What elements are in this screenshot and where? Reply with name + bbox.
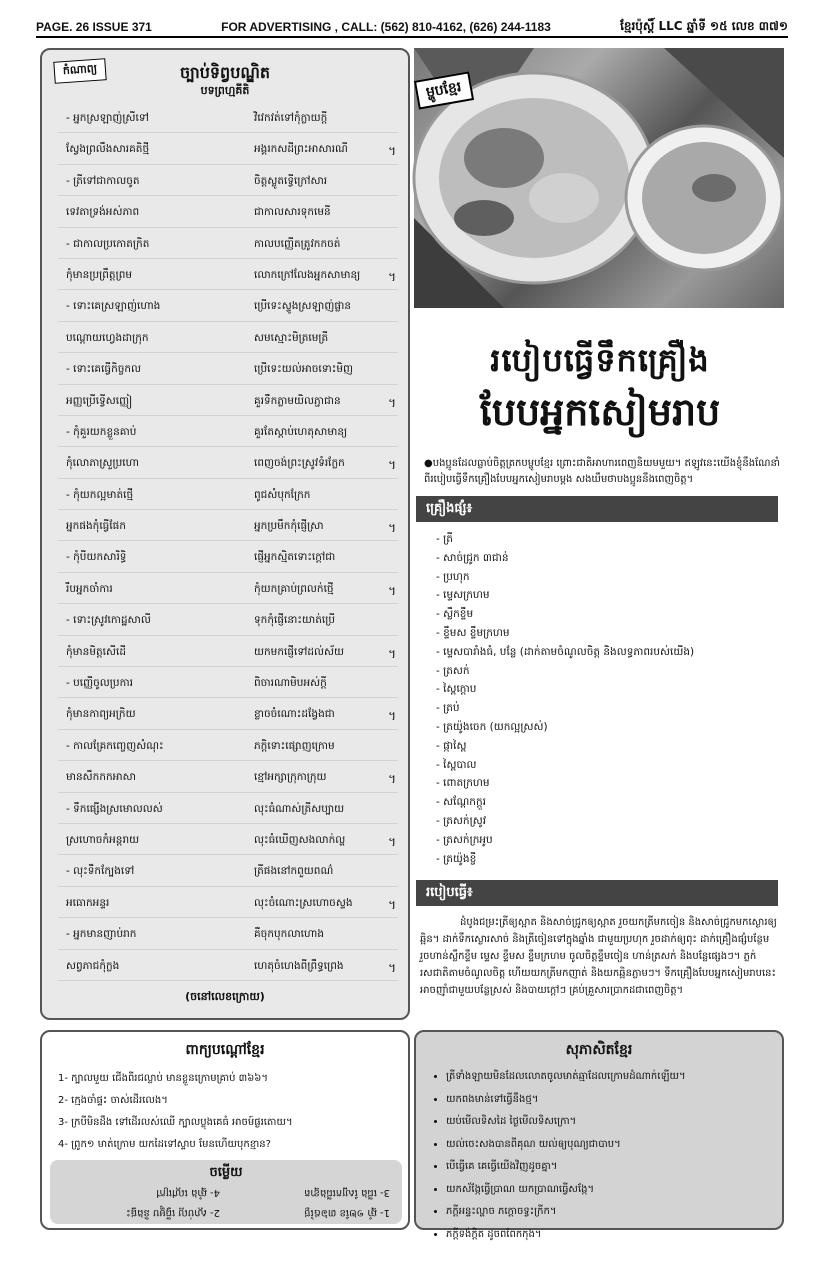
verse-right: ផ្ញើអ្នកស្មិតទោះក្ដៅជា bbox=[254, 551, 336, 564]
verse-right: សមស្មោះមិត្រមេត្រី bbox=[254, 331, 329, 344]
poem-verse-row bbox=[58, 636, 398, 667]
poem-verse-row bbox=[58, 259, 398, 290]
page-header bbox=[36, 18, 788, 38]
verse-right: អ្នកប្រមឹកកុំផ្ញើស្រា bbox=[254, 520, 324, 533]
poem-verse-row bbox=[58, 793, 398, 824]
ingredients-heading: គ្រឿងផ្សំ៖ bbox=[416, 496, 778, 522]
ingredient-item: - សណ្ដែកក្ដួរ bbox=[436, 793, 776, 812]
recipe-intro: ●បងប្អូនដែលធ្លាប់ចិត្តត្រកបម្ហូបខ្មែរ ព្រោះជាតិអាហារពេញនិយមមួយ។ ឥឡូវនេះយើងខ្ញុំនឹងណែនាំពីរបៀបធ្វើទឹកគ្រឿងបែបអ្នកសៀមរាបម្ដង សងឃឹមថាបងប្អូននឹងពេញចិត្ត។ bbox=[424, 458, 781, 485]
verse-left: - កុំគួរយកខ្លួនគាប់ bbox=[66, 425, 137, 438]
ingredient-item: - ពោតក្រហម bbox=[436, 774, 776, 793]
verse-right: លោកក្រៅលែងអ្នកសាមាន្យ bbox=[254, 268, 361, 281]
verse-left: - អ្នកមានញាប់រាក bbox=[66, 928, 137, 941]
verse-left: ស្រហោចកំអន្តរាយ bbox=[66, 833, 140, 846]
verse-left: បណ្ដោយហ្វេងដាក្រុក bbox=[66, 331, 149, 344]
verse-right: គួរតែស្ដាប់ហេតុសាមាន្យ bbox=[254, 425, 348, 438]
poem-verse-row bbox=[58, 824, 398, 855]
verse-right: កាលបញ្ញើតត្រូវកកចត់ bbox=[254, 237, 341, 250]
verse-end-mark: ។ bbox=[388, 960, 396, 975]
ingredient-item: - ម្ទេសក្រហម bbox=[436, 586, 776, 605]
ingredient-item: - ស្លឹកខ្ទឹម bbox=[436, 605, 776, 624]
poem-continued: (ចនៅលេខក្រោយ) bbox=[185, 990, 265, 1003]
verse-end-mark: ។ bbox=[388, 269, 396, 284]
ingredient-item: - ត្រី bbox=[436, 530, 776, 549]
ingredient-item: - ត្រយ៉ូងចេក (យកល្អស្រស់) bbox=[436, 718, 776, 737]
ingredient-item: - ម្ទេសបារាំងធំ, បន្លែ (ដាក់តាមចំណូលចិត្ត និងលទ្ធភាពរបស់យើង) bbox=[436, 643, 776, 662]
verse-right: ជាកាលសារទុកមេនី bbox=[254, 206, 331, 219]
directions-text: ដំបូងជម្រះត្រីឲ្យស្អាត និងសាច់ជ្រូកឲ្យស្អាត រួចយកត្រីមកចៀន និងសាច់ជ្រូកមកស្ងោរឲ្យឆ្អិន។ ដាក់ទឹកស្ងោរសាច់ និងត្រីចៀនទៅក្នុងឆ្នាំង ជាមួយប្រហុក រួចដាក់ឲ្យពុះ ដាក់គ្រឿងផ្សំបន្ថែម រួចហាន់ស្លឹកខ្ទឹម ម្ទេស ខ្ទឹមស ខ្ទឹមក្រហម ចូលចិត្តខ្ទឹមចៀន ហាន់ត្រសក់ និងបន្លែផ្សេងៗ។ ភ្លក់រសជាតិតាមចំណូលចិត្ត ហើយយកត្រីមកញាត់ និងយកឆ្អិនភ្លាមៗ។ ទឹកគ្រឿងបែបអ្នកសៀមរាបនេះ អាចញ៉ាំជាមួយបន្លែស្រស់ និងបាយក្ដៅៗ គ្រប់គ្រួសារប្រាកដជាពេញចិត្ត។ bbox=[420, 917, 777, 996]
verse-right: ប្រើទេះស្ទូងស្រឡាញ់ផ្លាន bbox=[254, 300, 352, 313]
saying-item: • យកពងមាន់ទៅធ្វើនឹងថ្ម។ bbox=[446, 1089, 776, 1112]
answer-item: 3- ជើង ស្បែកជើងខ្នាត bbox=[304, 1187, 390, 1198]
verse-right: គួរទឹកភ្លាមយិលភ្ជាជាន bbox=[254, 394, 341, 407]
verse-left: កុំមានមិត្តសើដើ bbox=[66, 645, 126, 658]
verse-left: - កុំបីយកសារិទ្ធិ bbox=[66, 551, 127, 564]
ingredients-list bbox=[436, 530, 776, 868]
riddle-item: 1- ក្បាលមួយ ជើងពីរជល្លាប់ មានខ្លួនក្រោមគ្រាប់ ៣៦៦។ bbox=[58, 1073, 268, 1084]
ingredient-item: - ស្ពៃក្ដោប bbox=[436, 680, 776, 699]
verse-right: លុះធំឃើញសងលាក់ល្ហ bbox=[254, 833, 346, 846]
verse-end-mark: ។ bbox=[388, 897, 396, 912]
poem-verse-row bbox=[58, 447, 398, 478]
verse-right: យកមកផ្ញើទៅដល់ស័យ bbox=[254, 645, 344, 658]
verse-left: - ទោះគេធ្វើកិច្ចកល bbox=[66, 363, 142, 376]
sayings-title: សុភាសិតខ្មែរ bbox=[565, 1042, 633, 1058]
poem-verse-row bbox=[58, 228, 398, 259]
verse-left: - បញ្ញើចូលប្រការ bbox=[66, 677, 133, 690]
recipe-title-line1: របៀបធ្វើទឹកគ្រឿង bbox=[490, 341, 710, 379]
poem-subtitle: បទព្រហ្មគីតិ bbox=[200, 84, 250, 97]
verse-left: កុំមានកាព្យអក្រិយ bbox=[66, 708, 136, 721]
verse-end-mark: ។ bbox=[388, 646, 396, 661]
poem-verse-row bbox=[58, 698, 398, 729]
poem-verse-row bbox=[58, 573, 398, 604]
verse-right: ចិត្តស្លូតទ្វើក្រៅសារ bbox=[254, 174, 328, 187]
ingredient-item: - សាច់ជ្រូក ៣ជាន់ bbox=[436, 549, 776, 568]
verse-left: រឹបអ្នកចាំការ bbox=[66, 582, 113, 595]
poem-verse-row bbox=[58, 541, 398, 572]
poem-verse-row bbox=[58, 479, 398, 510]
verse-end-mark: ។ bbox=[388, 395, 396, 410]
verse-right: ត្រីផងនៅកពួយពណ៌ bbox=[254, 865, 334, 878]
verse-left: ស្វែងព្រលឹងសារគតិថ្មី bbox=[66, 143, 150, 156]
poem-section bbox=[40, 48, 410, 1020]
verse-right: ហេតុចំហេងពីព្រឹទ្ធព្រេង bbox=[254, 959, 344, 972]
poem-verse-row bbox=[58, 196, 398, 227]
verse-left: - កាលគ្រែកញ្ចេញសំណុះ bbox=[66, 739, 164, 752]
verse-end-mark: ។ bbox=[388, 144, 396, 159]
poem-verse-row bbox=[58, 730, 398, 761]
poem-verse-row bbox=[58, 918, 398, 949]
verse-right: កុំយកគ្រាប់ព្រលក់ថ្មើ bbox=[254, 582, 334, 595]
saying-item: • ត្រីទាំងឡាយមិនដែលលោតចូលមាត់ឆ្មាដែលក្រោមដំណាក់ឡើយ។ bbox=[446, 1066, 776, 1089]
riddles-section bbox=[40, 1030, 410, 1230]
verse-right: លុះធំណាស់ត្រីសប្បាយ bbox=[254, 802, 345, 815]
verse-right: ពូជសំបុកក្រែក bbox=[254, 488, 311, 501]
poem-verse-row bbox=[58, 322, 398, 353]
answers-title: ចម្លើយ bbox=[209, 1165, 243, 1180]
verse-left: - កុំយកល្អមាត់ថ្មើ bbox=[66, 488, 134, 501]
poem-verse-row bbox=[58, 290, 398, 321]
verse-right: ភក្តិទោះផ្សោញក្រោម bbox=[254, 739, 335, 752]
riddle-item: 4- ព្រូក១ មាត់ក្រោម យកដៃទៅស្ទាប មែនហើយបុកខ្មាន? bbox=[58, 1139, 271, 1150]
advertising-contact: FOR ADVERTISING , CALL: (562) 810-4162, (626) 244-1183 bbox=[221, 20, 551, 34]
poem-verse-row bbox=[58, 416, 398, 447]
verse-left: - ជាកាលប្រកោតក្រិត bbox=[66, 237, 150, 250]
verse-right: ទុកកុំផ្ញើនោះយាត់ប្រើ bbox=[254, 614, 336, 627]
poem-verse-row bbox=[58, 165, 398, 196]
verse-left: កុំមានប្រព្រឹត្តព្រម bbox=[66, 268, 133, 281]
riddle-item: 2- ក្មេងចាំផ្ទះ ចាស់ដើរលេង។ bbox=[58, 1095, 168, 1106]
ingredient-item: - ប្រហុក bbox=[436, 568, 776, 587]
recipe-section-label: ម្ហូបខ្មែរ bbox=[414, 71, 474, 109]
verse-left: - ទោះគេស្រឡាញ់ហោង bbox=[66, 300, 161, 313]
ingredient-item: - ស្ពៃបាល bbox=[436, 756, 776, 775]
ingredient-item: - ត្រសក់ bbox=[436, 662, 776, 681]
sayings-section bbox=[414, 1030, 784, 1240]
verse-end-mark: ។ bbox=[388, 834, 396, 849]
verse-left: កុំលោភាស្រួប្រហោ bbox=[66, 457, 139, 470]
verse-end-mark: ។ bbox=[388, 583, 396, 598]
ingredient-item: - ត្រសក់ស្រូវ bbox=[436, 812, 776, 831]
poem-verse-row bbox=[58, 855, 398, 886]
poem-verse-row bbox=[58, 667, 398, 698]
riddle-item: 3- ក្របីមិនដឹង ទៅដើរលស់ឈើ ក្បាលប្លុងគេធំ អាចម៍ផ្ងរតោយ។ bbox=[58, 1117, 293, 1128]
saying-item: • បើធ្វើគេ គេធ្វើយើងវិញដូចគ្នា។ bbox=[446, 1156, 776, 1179]
verse-left: - ត្រីទៅជាកាលចូត bbox=[66, 174, 140, 187]
ingredient-item: - ផ្កាស្ពៃ bbox=[436, 737, 776, 756]
verse-right: ពេញចង់ព្រះស្រូវទំរក្លែក bbox=[254, 457, 345, 470]
answer-item: 2- ស្ដាប់ល្អ ធ្វើម្ហូប និងផ្ទះ bbox=[126, 1207, 220, 1218]
poem-verse-row bbox=[58, 604, 398, 635]
riddles-title: ពាក្យបណ្ដៅខ្មែរ bbox=[185, 1042, 265, 1058]
verse-left: ទេវតាទ្រង់អស់ភាព bbox=[66, 206, 140, 219]
ingredient-item: - ត្រយ៉ូងខ្ចី bbox=[436, 850, 776, 869]
sayings-list bbox=[446, 1066, 776, 1246]
verse-right: ខ្មៅអក្សាក្រុកាក្រុយ bbox=[254, 771, 327, 784]
answer-item: 1- ឆ្នាំ ១២ខែ ៣៦៥ថ្ងៃ bbox=[304, 1207, 390, 1218]
poem-verse-row bbox=[58, 950, 398, 981]
poem-verses bbox=[58, 102, 398, 981]
verse-left: អ្នកផងកុំធ្វើផែក bbox=[66, 520, 126, 533]
verse-right: គឺចុកបុកលាហោង bbox=[254, 928, 324, 941]
verse-left: - ទឹកផ្សើងស្រមោលលស់ bbox=[66, 802, 163, 815]
saying-item: • យកស័ង្កែធ្វើប្រាណ យកប្រាណធ្វើសង្កែ។ bbox=[446, 1179, 776, 1202]
verse-right: លុះចំណោះស្រហោចស្ទង bbox=[254, 896, 353, 909]
poem-verse-row bbox=[58, 102, 398, 133]
verse-right: ប្រើទេះយល់អាចទោះមិញ bbox=[254, 363, 354, 376]
answer-item: 4- ឆ្នាំង ល្ពៅក្រៅ bbox=[156, 1187, 220, 1198]
poem-title: ច្បាប់ទិព្វបណ្ឌិត bbox=[179, 63, 271, 82]
poem-verse-row bbox=[58, 761, 398, 792]
poem-verse-row bbox=[58, 133, 398, 164]
saying-item: • ភក្តីអន្ទះល្ហាច ភក្ដោចទ្វះក្រីក។ bbox=[446, 1201, 776, 1224]
verse-right: ពិចារណាមិបអស់ក្ដី bbox=[254, 677, 327, 690]
masthead: ខ្មែរប៉ុស្ដិ៍ LLC ឆ្នាំទី ១៥ លេខ ៣៧១ bbox=[620, 19, 788, 33]
verse-end-mark: ។ bbox=[388, 521, 396, 536]
verse-left: អធោកអន្ទរ bbox=[66, 896, 110, 909]
poem-verse-row bbox=[58, 887, 398, 918]
ingredient-item: - ខ្ទឹមស ខ្ទឹមក្រហម bbox=[436, 624, 776, 643]
poem-verse-row bbox=[58, 353, 398, 384]
verse-right: ខ្លាចចំណោះដង្វែងជា bbox=[254, 708, 335, 721]
poem-verse-row bbox=[58, 510, 398, 541]
directions-heading: របៀបធ្វើ៖ bbox=[416, 880, 778, 906]
saying-item: • យល់ចេះសងបានពីគុណ យល់ឲ្យបុណ្យជាបាប។ bbox=[446, 1134, 776, 1157]
verse-left: - លុះទឹកក្បែងទៅ bbox=[66, 865, 135, 878]
verse-end-mark: ។ bbox=[388, 709, 396, 724]
answers-box bbox=[50, 1160, 402, 1224]
saying-item: • ភក្តីទង់ក្តិត ដូចពពែកកុង។ bbox=[446, 1224, 776, 1247]
page-issue: PAGE. 26 ISSUE 371 bbox=[36, 20, 152, 34]
verse-left: - ទោះស្រូវកោដ្ឋសាលី bbox=[66, 614, 151, 627]
ingredient-item: - ត្រសក់ក្រអូប bbox=[436, 831, 776, 850]
poem-tag: កំណាព្យ bbox=[53, 58, 107, 84]
verse-left: សព្វភាជកុំក្លង bbox=[66, 959, 120, 972]
verse-left: អញ្ញប្រើទ្វើសញ្ញៀ bbox=[66, 394, 133, 407]
verse-end-mark: ។ bbox=[388, 458, 396, 473]
recipe-title-line2: បែបអ្នកសៀមរាប bbox=[479, 390, 721, 434]
answers-upside-down bbox=[62, 1182, 390, 1222]
saying-item: • យប់មើលទិសដៃ ថ្ងៃមើលទិសក្រោ។ bbox=[446, 1111, 776, 1134]
ingredient-item: - ត្រប់ bbox=[436, 699, 776, 718]
verse-left: មានសឹកកកអាសា bbox=[66, 771, 136, 784]
verse-left: - អ្នកស្រឡាញ់ស្រីទៅ bbox=[66, 112, 149, 124]
poem-verse-row bbox=[58, 385, 398, 416]
verse-right: វិវេកវត់ទៅកុំក្លាយក្ដី bbox=[254, 112, 328, 124]
riddles-list bbox=[58, 1068, 402, 1156]
verse-end-mark: ។ bbox=[388, 772, 396, 787]
verse-right: អង្គរកសដីព្រះអាសារណី bbox=[254, 143, 348, 156]
